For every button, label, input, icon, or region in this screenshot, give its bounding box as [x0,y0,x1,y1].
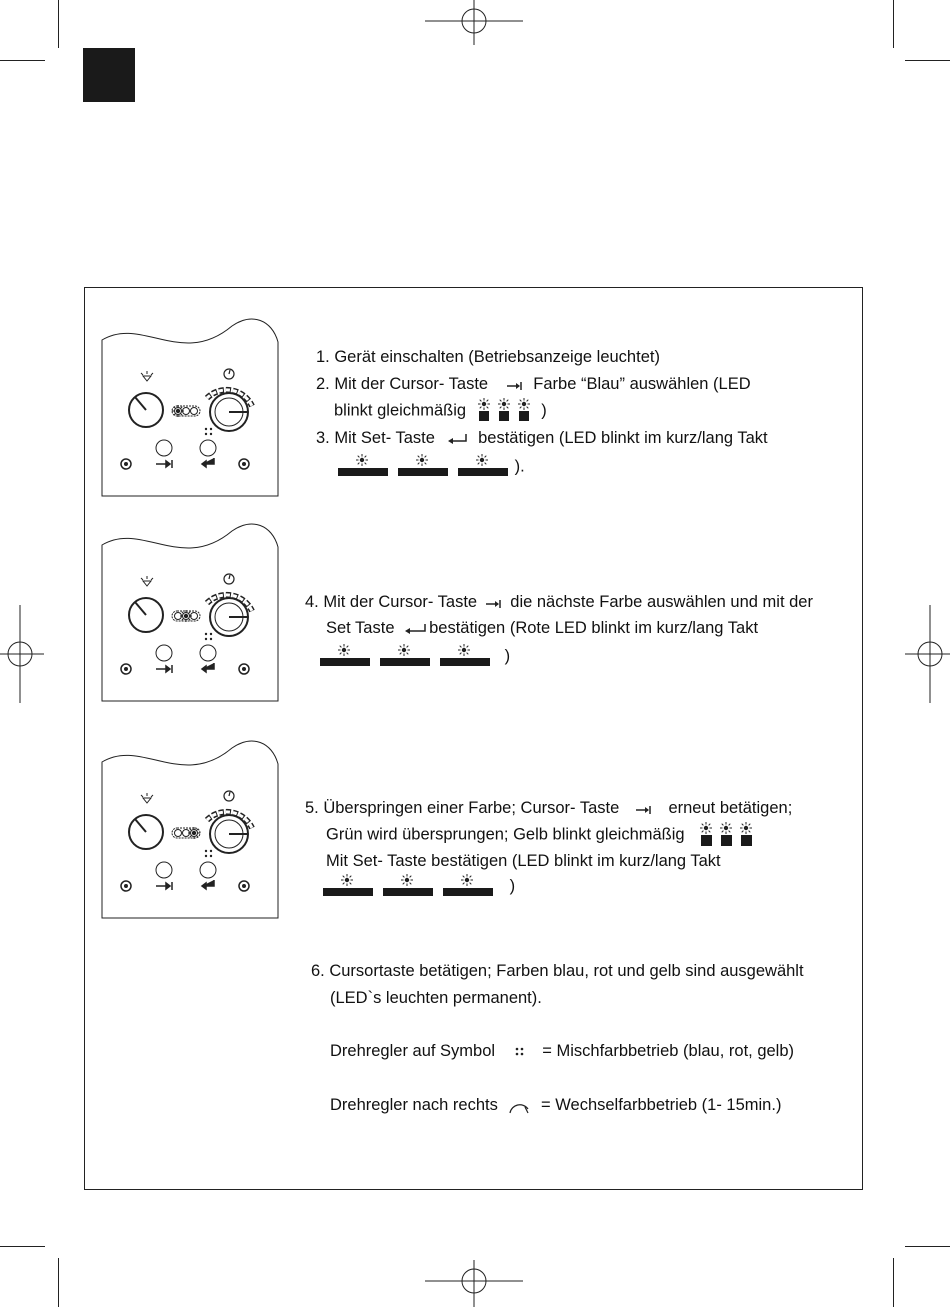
crop-mark [905,60,950,61]
step-4-text-e: ) [504,647,511,666]
step-5-line-1 [305,798,792,818]
step-5-line-2 [326,824,759,846]
step-6-mix-line [330,1041,794,1061]
led-blink-even-icon [697,824,759,846]
step-3-text-a: 3. Mit Set- Taste [316,429,435,447]
mix-dots-icon [500,1045,538,1059]
step-6-text-f: = Wechselfarbbetrieb (1- 15min.) [541,1096,782,1114]
step-5-text-b: erneut betätigen; [668,799,793,817]
step-6-rotate-line [330,1095,781,1115]
crop-mark [58,0,59,48]
step-4-text-b: die nächste Farbe auswählen und mit der [510,593,813,611]
step-5-line-4 [323,876,515,898]
step-6-text-d: = Mischfarbbetrieb (blau, rot, gelb) [542,1042,795,1060]
step-3-text-b: bestätigen (LED blinkt im kurz/lang Takt [478,429,768,447]
crop-mark [58,1258,59,1307]
step-6-text-c: Drehregler auf Symbol [330,1042,496,1060]
device-panel-step-4 [102,523,280,703]
registration-mark-right [905,605,950,705]
device-panel-step-5 [102,740,280,920]
enter-icon [442,432,472,446]
rotate-right-icon [502,1097,536,1115]
step-5-text-c: Grün wird übersprungen; Gelb blinkt gleichmäßig [326,825,685,844]
step-3-text-c: ). [514,457,525,476]
step-2-line-1 [316,374,751,394]
crop-mark [0,1246,45,1247]
step-2-line-2 [334,400,547,422]
registration-mark-left [0,605,45,705]
step-5-line-3: Mit Set- Taste bestätigen (LED blinkt im kurz/lang Takt [326,852,721,870]
step-2-text-c: blinkt gleichmäßig [334,401,467,420]
cursor-tab-icon [482,596,506,610]
cursor-tab-icon [499,378,529,392]
step-4-text-d: bestätigen (Rote LED blinkt im kurz/lang Takt [429,619,759,637]
step-2-text-a: 2. Mit der Cursor- Taste [316,375,489,393]
step-4-line-2 [326,618,758,638]
registration-mark-bottom [425,1258,525,1307]
crop-mark [0,60,45,61]
registration-mark-top [425,0,525,50]
step-5-text-e: ) [509,877,516,896]
led-blink-long-icon [338,456,510,478]
enter-icon [399,622,429,636]
step-3-line-1 [316,428,768,448]
led-blink-long-icon [320,646,492,668]
step-4-line-1 [305,592,813,612]
crop-mark [905,1246,950,1247]
crop-mark [893,1258,894,1307]
step-6-text-e: Drehregler nach rechts [330,1096,498,1114]
step-4-text-c: Set Taste [326,619,395,637]
step-4-line-3 [320,646,510,668]
cursor-tab-icon [624,802,664,816]
step-2-text-d: ) [541,401,547,420]
language-tab-block [83,48,135,102]
step-1-text: 1. Gerät einschalten (Betriebsanzeige leuchtet) [316,348,660,366]
led-blink-even-icon [475,400,537,422]
step-6-line-2: (LED`s leuchten permanent). [330,989,542,1007]
led-blink-long-icon [323,876,495,898]
step-5-text-a: 5. Überspringen einer Farbe; Cursor- Taste [305,799,620,817]
crop-mark [893,0,894,48]
device-panel-step-1 [102,318,280,498]
step-3-line-2 [338,456,525,478]
step-6-line-1: 6. Cursortaste betätigen; Farben blau, rot und gelb sind ausgewählt [311,962,804,980]
step-4-text-a: 4. Mit der Cursor- Taste [305,593,478,611]
step-2-text-b: Farbe “Blau” auswählen (LED [533,375,751,393]
